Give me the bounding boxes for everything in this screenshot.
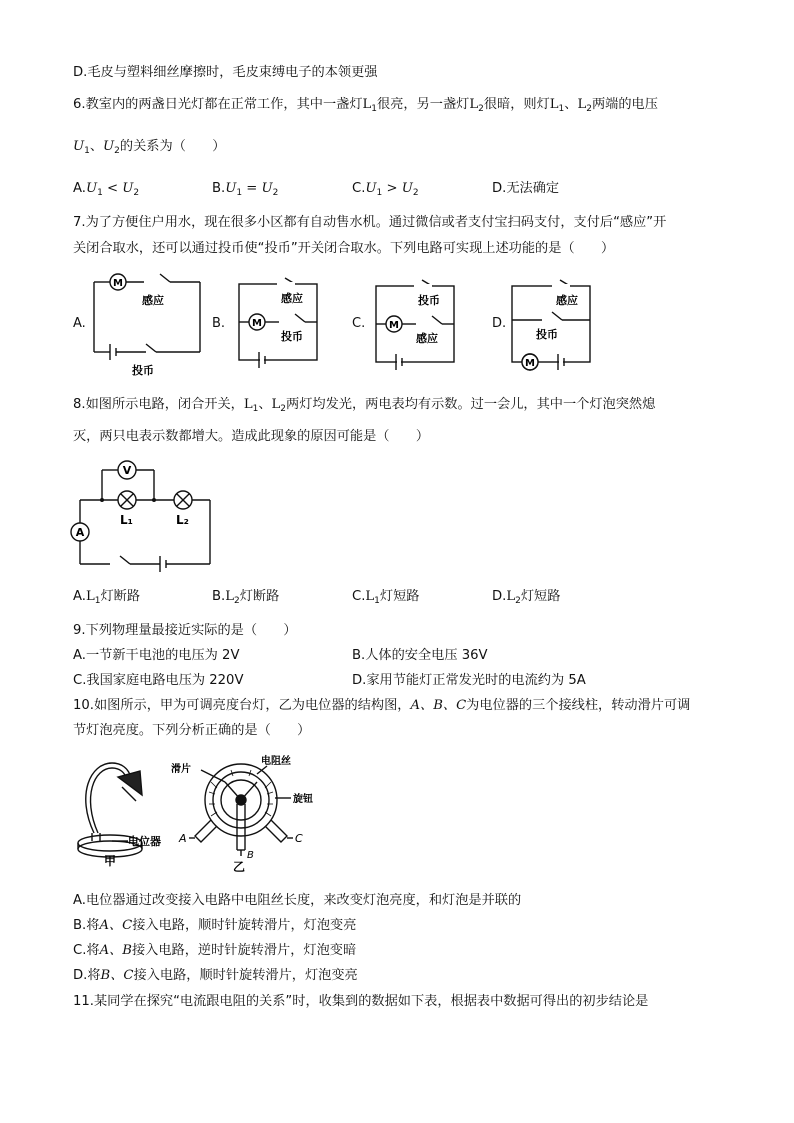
svg-text:M: M [252, 318, 262, 329]
q6-option-a: $A.U_1 < U_2$ [73, 181, 140, 198]
q9-stem: 9.下列物理量最接近实际的是（ ） [73, 623, 297, 638]
q7-option-a-label: A. [73, 316, 86, 331]
label-yi: 乙 [233, 860, 246, 874]
label-terminal-c: C [295, 832, 303, 845]
q8-option-b: $B.L_2$灯断路 [212, 589, 280, 606]
svg-text:感应: 感应 [556, 294, 578, 307]
q7-option-c-label: C. [352, 316, 366, 331]
svg-text:投币: 投币 [418, 294, 440, 307]
q6-stem-line1: 6.教室内的两盏日光灯都在正常工作，其中一盏灯$L_1$很亮，另一盏灯$L_2$很暗，则灯$L_1$、$L_2$两端的电压 [73, 97, 658, 114]
svg-text:M: M [525, 358, 535, 369]
q8-option-a: $A.L_1$灯断路 [73, 589, 141, 606]
svg-text:M: M [389, 320, 399, 331]
motor-symbol: M [113, 278, 123, 289]
q10-option-c: C.将A、B接入电路，逆时针旋转滑片，灯泡变暗 [73, 943, 357, 958]
q9-option-c: C.我国家庭电路电压为 220V [73, 673, 244, 688]
label-resistance-wire: 电阻丝 [261, 756, 291, 767]
label-slider: 滑片 [171, 764, 191, 775]
switch-label-coin: 投币 [132, 364, 154, 377]
q10-stem-line2: 节灯泡亮度。下列分析正确的是（ ） [73, 723, 311, 738]
q7-stem-line1: 7.为了方便住户用水，现在很多小区都有自动售水机。通过微信或者支付宝扫码支付，支付后“感应”开 [73, 215, 667, 230]
label-knob: 旋钮 [293, 794, 313, 805]
q11-stem: 11.某同学在探究“电流跟电阻的关系”时，收集到的数据如下表，根据表中数据可得出的初步结论是 [73, 994, 649, 1009]
q5-option-d: D.毛皮与塑料细丝摩擦时，毛皮束缚电子的本领更强 [73, 65, 378, 80]
q7-circuit-c [372, 280, 462, 380]
q7-circuit-d [508, 280, 598, 380]
q10-figure-desk-lamp [70, 755, 180, 870]
lamp-label-l1: L₁ [120, 513, 133, 527]
q6-option-b: $B.U_1 = U_2$ [212, 181, 279, 198]
q8-option-d: $D.L_2$灯短路 [492, 589, 561, 606]
q9-option-a: A.一节新干电池的电压为 2V [73, 648, 240, 663]
q6-option-d: D.无法确定 [492, 181, 560, 196]
voltmeter-symbol: V [122, 464, 132, 477]
q10-figure-potentiometer [171, 756, 325, 874]
label-terminal-b: B [247, 850, 254, 861]
lamp-label-l2: L₂ [176, 513, 189, 527]
q9-option-d: D.家用节能灯正常发光时的电流约为 5A [352, 673, 586, 688]
ammeter-symbol: A [75, 526, 85, 539]
q10-stem-line1: 10.如图所示，甲为可调亮度台灯，乙为电位器的结构图，A、B、C为电位器的三个接线柱，转动滑片可调 [73, 698, 691, 713]
q6-stem-line2: $U_1$、$U_2$的关系为（ ） [73, 139, 226, 156]
label-jia: 甲 [104, 854, 117, 868]
q6-option-c: $C.U_1 > U_2$ [352, 181, 419, 198]
svg-text:感应: 感应 [416, 332, 438, 345]
svg-text:投币: 投币 [281, 330, 303, 343]
svg-text:感应: 感应 [281, 292, 303, 305]
svg-text:投币: 投币 [536, 328, 558, 341]
switch-label-sense: 感应 [142, 294, 164, 307]
q10-option-b: B.将A、C接入电路，顺时针旋转滑片，灯泡变亮 [73, 918, 357, 933]
q7-circuit-b [235, 278, 325, 378]
q8-stem-line2: 灭，两只电表示数都增大。造成此现象的原因可能是（ ） [73, 429, 430, 444]
q7-stem-line2: 关闭合取水，还可以通过投币使“投币”开关闭合取水。下列电路可实现上述功能的是（ ） [73, 241, 615, 256]
q9-option-b: B.人体的安全电压 36V [352, 648, 488, 663]
q8-circuit [70, 458, 220, 576]
q8-option-c: $C.L_1$灯短路 [352, 589, 420, 606]
label-potentiometer: 电位器 [128, 835, 161, 848]
q10-option-a: A.电位器通过改变接入电路中电阻丝长度，来改变灯泡亮度，和灯泡是并联的 [73, 893, 522, 908]
q8-stem-line1: 8.如图所示电路，闭合开关，$L_1$、$L_2$两灯均发光，两电表均有示数。过一会儿，其中一个灯泡突然熄 [73, 397, 656, 414]
q10-option-d: D.将B、C接入电路，顺时针旋转滑片，灯泡变亮 [73, 968, 358, 983]
q7-option-d-label: D. [492, 316, 507, 331]
q7-circuit-a [90, 270, 210, 380]
q7-option-b-label: B. [212, 316, 226, 331]
label-terminal-a: A [179, 832, 187, 845]
